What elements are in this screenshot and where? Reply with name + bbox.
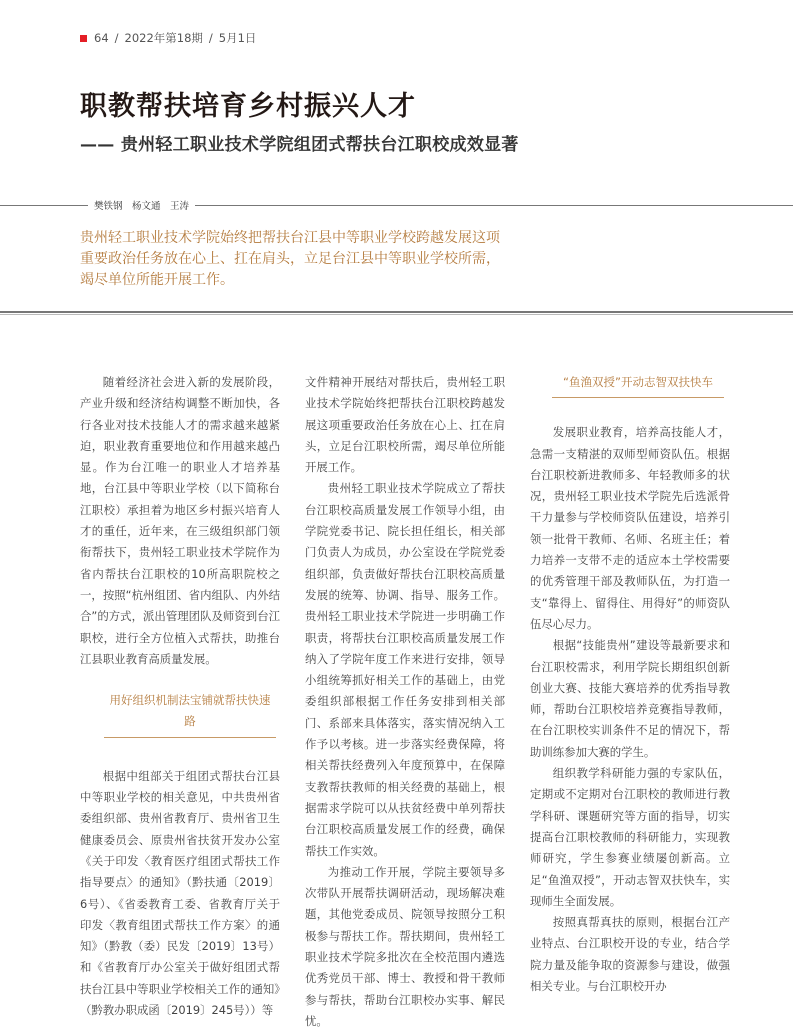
article-abstract: 贵州轻工职业技术学院始终把帮扶台江县中等职业学校跨越发展这项重要政治任务放在心上、扛在肩头，立足台江县中等职业学校所需，竭尽单位所能开展工作。 — [80, 230, 500, 288]
paragraph: 随着经济社会进入新的发展阶段，产业升级和经济结构调整不断加快，各行各业对技术技能人才的需求越来越紧迫，职业教育重要地位和作用越来越凸显。作为台江唯一的职业人才培养基地，台江县中等职业学校（以下简称台江职校）承担着为地区乡村振兴培育人才的重任，近年来，在三级组织部门领衔帮扶下，贵州轻工职业技术学院作为省内帮扶台江职校的10所高职院校之一，按照“杭州组团、省内组队、内外结合”的方式，派出管理团队及师资到台江职校，进行全方位植入式帮扶，助推台江县职业教育高质量发展。 — [80, 375, 280, 666]
section-heading: 用好组织机制法宝铺就帮扶快速路 — [104, 690, 276, 738]
section-divider — [0, 311, 793, 313]
column-3 — [530, 372, 730, 997]
paragraph: 根据中组部关于组团式帮扶台江县中等职业学校的相关意见，中共贵州省委组织部、贵州省教育厅、贵州省卫生健康委员会、原贵州省扶贫开发办公室《关于印发〈教育医疗组团式帮扶工作指导要点〉的通知》（黔扶通〔2019〕6号）、《省委教育工委、省教育厅关于印发〈教育组团式帮扶工作方案〉的通知》（黔教（委）民发〔2019〕13号）和《省教育厅办公室关于做好组团式帮扶台江县中等职业学校相关工作的通知》（黔教办职成函〔2019〕245号））等 — [80, 768, 280, 1018]
article-title: 职教帮扶培育乡村振兴人才 — [80, 91, 416, 122]
page-header — [80, 30, 256, 46]
paragraph: 贵州轻工职业技术学院成立了帮扶台江职校高质量发展工作领导小组，由学院党委书记、院长担任组长，相关部门负责人为成员，办公室设在学院党委组织部，负责做好帮扶台江职校高质量发展的统筹、协调、指导、服务工作。贵州轻工职业技术学院进一步明确工作职责，将帮扶台江职校高质量发展工作纳入了学院年度工作来进行安排，领导小组统筹抓好相关工作的基础上，由党委组织部根据工作任务安排到相关部门、系部来具体落实，落实情况纳入工作予以考核。进一步落实经费保障，将相关帮扶经费列入年度预算中，在保障支教帮扶教师的相关经费的基础上，根据需求学院可以从扶贫经费中单列帮扶台江职校高质量发展工作的经费，确保帮扶工作实效。 — [305, 481, 505, 858]
section-divider-thin — [0, 314, 793, 315]
paragraph: 为推动工作开展，学院主要领导多次带队开展帮扶调研活动，现场解决难题，其他党委成员、院领导按照分工积极参与帮扶工作。帮扶期间，贵州轻工职业技术学院多批次在全校范围内遴选优秀党员干部、博士、教授和骨干教师参与帮扶，帮助台江职校办实事、解民忧。 — [305, 864, 505, 1028]
page-number: 64 — [94, 31, 109, 45]
paragraph: 按照真帮真扶的原则，根据台江产业特点、台江职校开设的专业，结合学院力量及能争取的资源参与建设，做强相关专业。与台江职校开办 — [530, 915, 730, 994]
red-square-marker-icon — [80, 35, 87, 42]
column-1 — [80, 372, 280, 1021]
article-subtitle: —— 贵州轻工职业技术学院组团式帮扶台江职校成效显著 — [80, 135, 519, 155]
paragraph: 文件精神开展结对帮扶后，贵州轻工职业技术学院始终把帮扶台江职校跨越发展这项重要政治任务放在心上、扛在肩头，立足台江职校所需，竭尽单位所能开展工作。 — [305, 375, 505, 475]
paragraph: 根据“技能贵州”建设等最新要求和台江职校需求，利用学院长期组织创新创业大赛、技能大赛培养的优秀指导教师，帮助台江职校培养竞赛指导教师，在台江职校实训条件不足的情况下，帮助训练参加大赛的学生。 — [530, 638, 730, 759]
column-2 — [305, 372, 505, 1032]
issue-number: 2022年第18期 — [124, 31, 203, 45]
issue-date: 5月1日 — [218, 31, 257, 45]
header-separator: / — [114, 31, 119, 45]
paragraph: 发展职业教育，培养高技能人才，急需一支精湛的双师型师资队伍。根据台江职校新进教师多、年轻教师多的状况，贵州轻工职业技术学院先后选派骨干力量参与学校师资队伍建设，培养引领一批骨干教师、名师、名班主任；着力培养一支带不走的适应本土学校需要的优秀管理干部及教师队伍，为打造一支“靠得上、留得住、用得好”的师资队伍尽心尽力。 — [530, 425, 730, 631]
header-separator: / — [208, 31, 213, 45]
article-authors: 樊铁钢 杨文通 王涛 — [88, 198, 195, 212]
section-heading: “鱼渔双授”开动志智双扶快车 — [552, 372, 724, 398]
paragraph: 组织教学科研能力强的专家队伍，定期或不定期对台江职校的教师进行教学科研、课题研究等方面的指导，切实提高台江职校教师的科研能力，实现教师研究，学生参赛业绩屡创新高。立足“鱼渔双授”，开动志智双扶快车，实现师生全面发展。 — [530, 766, 730, 908]
